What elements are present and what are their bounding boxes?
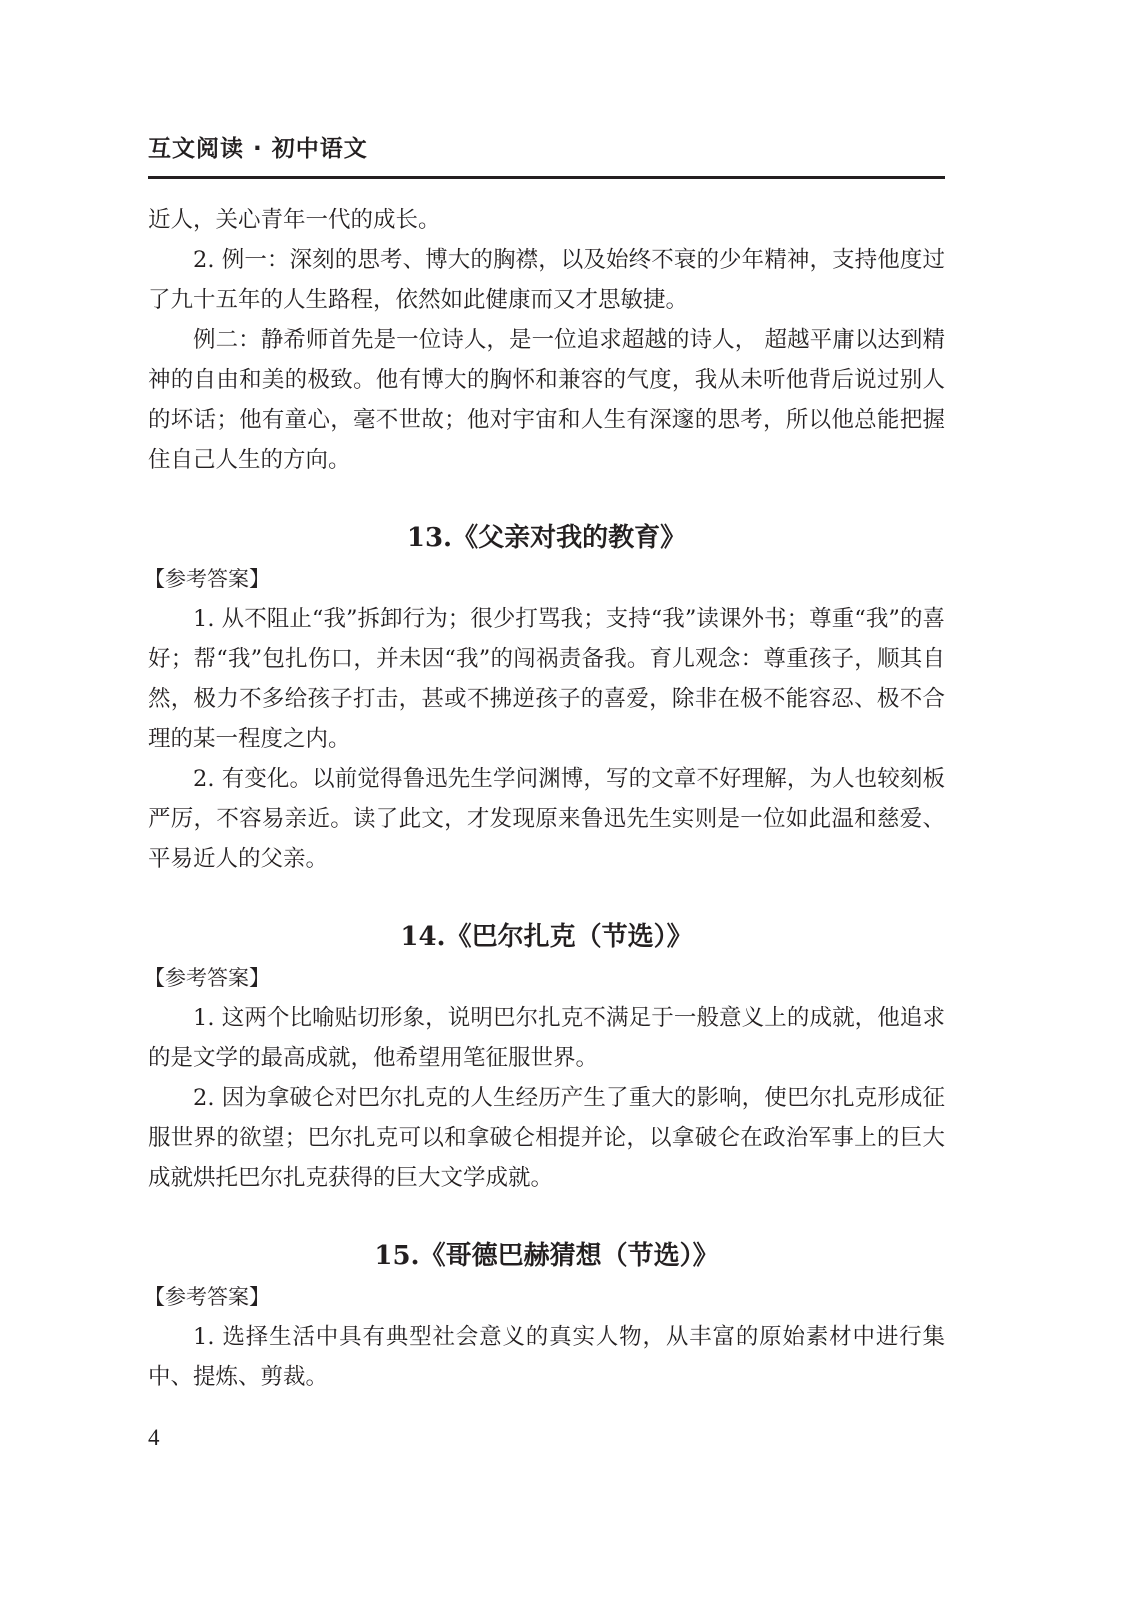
header-rule	[148, 176, 945, 179]
section-title: 13.《父亲对我的教育》	[406, 523, 687, 553]
section-15	[144, 1236, 945, 1397]
section-title: 15.《哥德巴赫猜想（节选）》	[374, 1241, 719, 1271]
answer-item: 2. 例一：深刻的思考、博大的胸襟，以及始终不衰的少年精神，支持他度过了九十五年的人生路程，依然如此健康而又才思敏捷。	[148, 247, 945, 313]
answer-item: 例二：静希师首先是一位诗人，是一位追求超越的诗人， 超越平庸以达到精神的自由和美的极致。他有博大的胸怀和兼容的气度，我从未听他背后说过别人的坏话；他有童心，毫不世故；他对宇宙和人生有深邃的思考，所以他总能把握住自己人生的方向。	[148, 327, 945, 473]
answer-item: 2. 有变化。以前觉得鲁迅先生学问渊博，写的文章不好理解，为人也较刻板严厉，不容易亲近。读了此文，才发现原来鲁迅先生实则是一位如此温和慈爱、平易近人的父亲。	[148, 766, 945, 872]
answer-label: 【参考答案】	[144, 966, 270, 990]
answer-item: 2. 因为拿破仑对巴尔扎克的人生经历产生了重大的影响，使巴尔扎克形成征服世界的欲望；巴尔扎克可以和拿破仑相提并论，以拿破仑在政治军事上的巨大成就烘托巴尔扎克获得的巨大文学成就。	[148, 1085, 945, 1191]
answer-item: 1. 从不阻止“我”拆卸行为；很少打骂我；支持“我”读课外书；尊重“我”的喜好；帮“我”包扎伤口，并未因“我”的闯祸责备我。育儿观念：尊重孩子，顺其自然，极力不多给孩子打击，甚或不拂逆孩子的喜爱，除非在极不能容忍、极不合理的某一程度之内。	[148, 606, 945, 752]
answer-label: 【参考答案】	[144, 1285, 270, 1309]
page-body	[144, 200, 945, 1397]
answer-label: 【参考答案】	[144, 567, 270, 591]
page-number: 4	[148, 1425, 160, 1450]
section-14	[144, 917, 945, 1198]
section-title: 14.《巴尔扎克（节选）》	[400, 922, 693, 952]
answer-item: 1. 这两个比喻贴切形象，说明巴尔扎克不满足于一般意义上的成就，他追求的是文学的最高成就，他希望用笔征服世界。	[148, 1005, 945, 1071]
section-13	[144, 518, 945, 879]
running-head-title: 互文阅读 · 初中语文	[148, 136, 368, 162]
continued-text: 近人，关心青年一代的成长。	[148, 207, 441, 233]
answer-item: 1. 选择生活中具有典型社会意义的真实人物，从丰富的原始素材中进行集中、提炼、剪裁。	[148, 1324, 945, 1390]
